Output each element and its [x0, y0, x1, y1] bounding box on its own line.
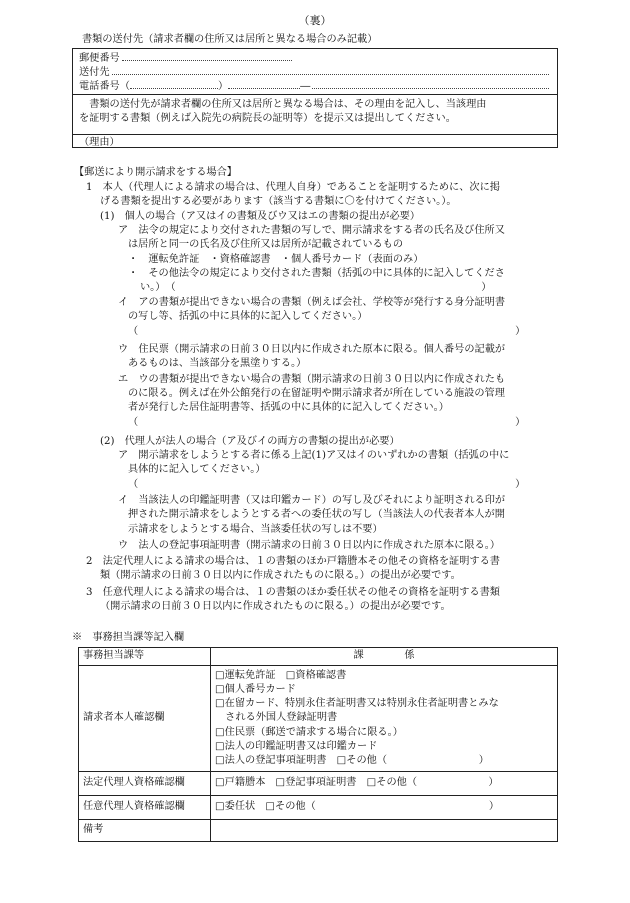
mail-line: 示請求をしようとする場合、当該委任状の写しは不要）: [128, 524, 383, 535]
mail-line: い。） （ ）: [140, 282, 492, 293]
mail-line: イ アの書類が提出できない場合の書類（例えば会社、学校等が発行する身分証明書: [118, 297, 506, 308]
mail-line: エ ウの書類が提出できない場合の書類（開示請求の日前３０日以内に作成されたも: [118, 374, 506, 385]
mail-line: （開示請求の日前３０日以内に作成されたものに限る。）の提出が必要です。: [100, 601, 451, 612]
postal-label: 郵便番号: [79, 53, 120, 64]
check-line: □個人番号カード: [215, 683, 296, 695]
check-line: □在留カード、特別永住者証明書又は特別永住者証明書とみな: [215, 698, 499, 710]
mail-line: イ 当該法人の印鑑証明書（又は印鑑カード）の写し及びそれにより証明される印が: [118, 495, 506, 506]
table-row: [79, 772, 558, 796]
mail-line: は居所と同一の氏名及び住所又は居所が記載されているもの: [128, 239, 404, 250]
mail-line: 具体的に記入してください。）: [128, 464, 266, 475]
row-label: 備考: [79, 820, 211, 842]
mail-line: （ ）: [128, 479, 526, 490]
mail-line: ア 法令の規定により交付された書類の写しで、開示請求をする者の氏名及び住所又: [118, 225, 505, 236]
sendto-address-section: [73, 49, 557, 95]
office-table: [78, 647, 558, 842]
check-line: □住民票（郵送で請求する場合に限る。）: [215, 726, 403, 738]
mail-line: ウ 法人の登記事項証明書（開示請求の日前３０日以内に作成された原本に限る。）: [118, 540, 501, 551]
check-line: □法人の印鑑証明書又は印鑑カード: [215, 740, 378, 752]
mail-line: 押された開示請求をしようとする者への委任状の写し（当該法人の代表者本人が開: [128, 509, 505, 520]
check-cell[interactable]: [211, 772, 558, 796]
table-row: [79, 796, 558, 820]
table-row: [79, 820, 558, 842]
mail-line: 2 法定代理人による請求の場合は、１の書類のほか戸籍謄本その他その資格を証明する書: [86, 556, 500, 567]
check-line: される外国人登録証明書: [215, 712, 338, 724]
sendto-title: 書類の送付先（請求者欄の住所又は居所と異なる場合のみ記載）: [82, 34, 378, 45]
note-line: 書類の送付先が請求者欄の住所又は居所と異なる場合は、その理由を記入し、当該理由: [89, 99, 487, 110]
sendto-box: [72, 48, 558, 148]
table-row: [79, 666, 558, 772]
office-header-left: 事務担当課等: [79, 648, 211, 666]
check-line: □法人の登記事項証明書 □その他（ ）: [215, 755, 489, 766]
office-title: ※ 事務担当課等記入欄: [72, 632, 185, 643]
mail-line: 者が発行した居住証明書等、括弧の中に具体的に記入してください。）: [128, 402, 449, 413]
mail-line: ウ 住民票（開示請求の日前３０日以内に作成された原本に限る。個人番号の記載が: [118, 344, 506, 355]
check-line: □委任状 □その他（ ）: [215, 801, 500, 813]
check-line: □戸籍謄本 □登記事項証明書 □その他（ ）: [215, 777, 499, 789]
address-label: 送付先: [79, 67, 110, 78]
address-field[interactable]: [112, 65, 549, 75]
reason-label: （理由）: [79, 137, 120, 148]
mail-line: (2) 代理人が法人の場合（ア及びイの両方の書類の提出が必要）: [100, 436, 400, 447]
mail-line: （ ）: [128, 417, 526, 428]
check-cell[interactable]: [211, 666, 558, 772]
mail-line: （ ）: [128, 326, 526, 337]
mail-line: あるものは、当該部分を黒塗りする。）: [128, 358, 307, 369]
mail-line: げる書類を提出する必要があります（該当する書類に〇を付けてください。）。: [100, 196, 457, 207]
mail-line: ・ 運転免許証 ・資格確認書 ・個人番号カード（表面のみ）: [128, 254, 424, 265]
sendto-note: [73, 95, 557, 135]
row-label: 任意代理人資格確認欄: [79, 796, 211, 820]
remarks-cell[interactable]: [211, 820, 558, 842]
phone-number-field[interactable]: [312, 79, 549, 89]
row-label: 請求者本人確認欄: [79, 666, 211, 772]
mail-line: 3 任意代理人による請求の場合は、１の書類のほか委任状その他その資格を証明する書類: [86, 587, 500, 598]
mail-line: のに限る。例えば在外公館発行の在留証明や開示請求者が所在している施設の管理: [128, 388, 505, 399]
table-row: [79, 648, 558, 666]
phone-close: ）: [217, 81, 229, 92]
postal-field[interactable]: [122, 51, 292, 61]
phone-mid-field[interactable]: [228, 79, 300, 89]
page-heading: （裏）: [298, 14, 332, 27]
mail-line: 1 本人（代理人による請求の場合は、代理人自身）であることを証明するために、次に掲: [86, 182, 500, 193]
mail-line: ・ その他法令の規定により交付された書類（括弧の中に具体的に記入してくださ: [128, 268, 505, 279]
check-cell[interactable]: [211, 796, 558, 820]
mail-line: の写し等、括弧の中に具体的に記入してください。）: [128, 311, 368, 322]
mail-title: 【郵送により開示請求をする場合】: [74, 167, 237, 178]
phone-dash: ―: [300, 81, 311, 92]
row-label: 法定代理人資格確認欄: [79, 772, 211, 796]
mail-line: ア 開示請求をしようとする者に係る上記(1)ア又はイのいずれかの書類（括弧の中に: [118, 450, 510, 461]
mail-line: (1) 個人の場合（ア又はイの書類及びウ又はエの書類の提出が必要）: [100, 211, 421, 222]
reason-section[interactable]: [73, 135, 557, 152]
phone-label: 電話番号（: [79, 81, 130, 92]
mail-line: 類（開示請求の日前３０日以内に作成されたものに限る。）の提出が必要です。: [100, 570, 461, 581]
note-line: を証明する書類（例えば入院先の病院長の証明等）を提示又は提出してください。: [79, 113, 456, 125]
check-line: □運転免許証 □資格確認書: [215, 669, 347, 681]
office-header-right: 課 係: [211, 648, 558, 666]
phone-area-field[interactable]: [130, 79, 218, 89]
